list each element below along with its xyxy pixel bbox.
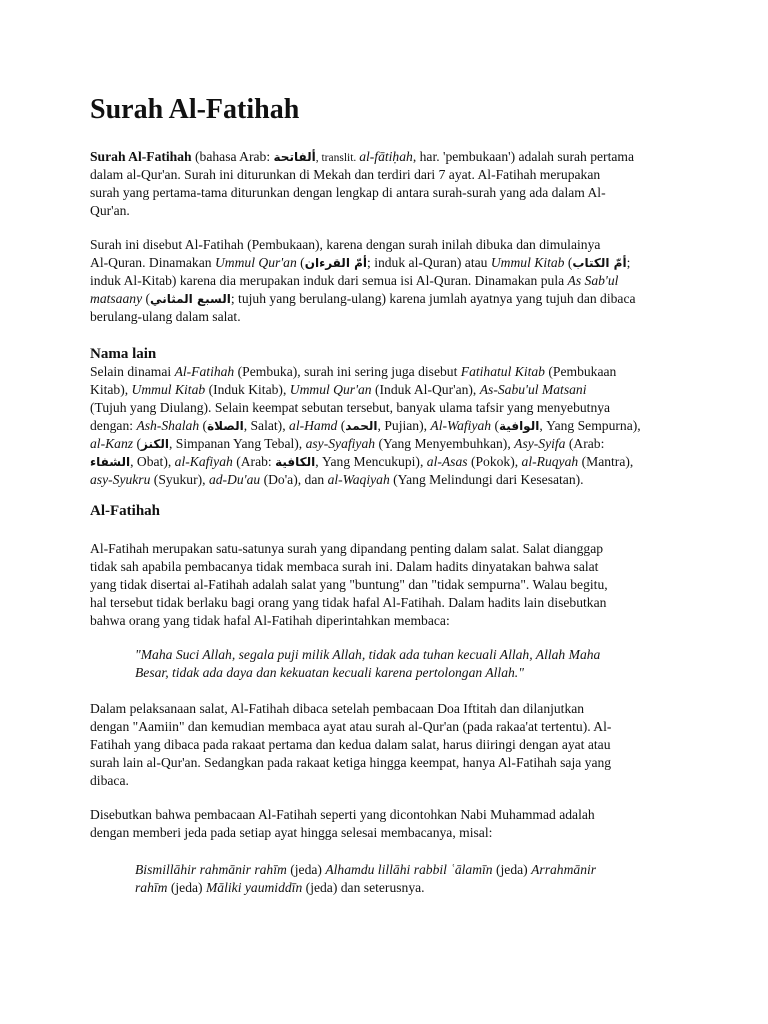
paragraph-line — [90, 290, 680, 308]
arabic-text: أمّ الكتاب — [572, 256, 627, 270]
paragraph-line: Al-Fatihah merupakan satu-satunya surah yang dipandang penting dalam salat. Salat dianggap — [90, 541, 604, 556]
paragraph-line: bahwa orang yang tidak hafal Al-Fatihah diperintahkan membaca: — [90, 613, 450, 628]
text-run: Kitab), — [90, 382, 132, 397]
paragraph-line: tidak sah apabila pembacanya tidak membaca surah ini. Dalam hadits dinyatakan bahwa salat — [90, 559, 599, 574]
text-run: ( — [564, 255, 573, 270]
italic-term: As Sab'ul — [567, 273, 619, 288]
italic-term: Bismillāhir rahmānir rahīm — [135, 862, 287, 877]
paragraph-line — [90, 417, 680, 435]
italic-term: al-Hamd — [289, 418, 338, 433]
text-run: (Pembuka), surah ini sering juga disebut — [234, 364, 461, 379]
text-run: , har. 'pembukaan') adalah surah pertama — [412, 149, 634, 164]
paragraph-line: dengan "Aamiin" dan kemudian membaca ayat atau surah al-Qur'an (pada rakaa'at tertentu). Al- — [90, 719, 612, 734]
text-run: ( — [296, 255, 305, 270]
paragraph-line: (Tujuh yang Diulang). Selain keempat sebutan tersebut, banyak ulama tafsir yang menyebutnya — [90, 400, 611, 415]
italic-term: As-Sabu'ul Matsani — [479, 382, 587, 397]
italic-term: Alhamdu lillāhi rabbil ʿālamīn — [325, 862, 493, 877]
quote-line — [135, 879, 655, 897]
paragraph-line — [90, 148, 680, 166]
text-run: (Pembukaan — [544, 364, 617, 379]
surah-name-bold: Surah Al-Fatihah — [90, 149, 192, 164]
text-run: (Induk Al-Qur'an), — [371, 382, 480, 397]
paragraph-line: Qur'an. — [90, 203, 130, 218]
nama-lain-paragraph — [90, 363, 680, 489]
paragraph-line: Surah ini disebut Al-Fatihah (Pembukaan), karena dengan surah inilah dibuka dan dimulainya — [90, 237, 601, 252]
transliteration: al-fātiḥah — [359, 149, 413, 164]
text-run: ( — [199, 418, 208, 433]
italic-term: Ummul Qur'an — [214, 255, 297, 270]
paragraph-line: Fatihah yang dibaca pada rakaat pertama dan kedua dalam salat, harus diiringi dengan ayat atau — [90, 737, 611, 752]
italic-term: rahīm — [135, 880, 168, 895]
text-run: ( — [133, 436, 141, 451]
text-run: dengan: — [90, 418, 137, 433]
paragraph-line — [90, 435, 680, 453]
arabic-text: الكافية — [275, 455, 316, 469]
paragraph-line: yang tidak disertai al-Fatihah adalah salat yang "buntung" dan "tidak sempurna". Walau begitu, — [90, 577, 608, 592]
paragraph-line — [90, 272, 680, 290]
italic-term: Asy-Syifa — [514, 436, 566, 451]
text-run: , Simpanan Yang Tebal), — [168, 436, 306, 451]
text-run: (Arab: — [232, 454, 276, 469]
italic-term: Ummul Kitab — [131, 382, 206, 397]
text-run: , Obat), — [130, 454, 175, 469]
paragraph-line: hal tersebut tidak berlaku bagi orang yang tidak hafal Al-Fatihah. Dalam hadits lain disebutkan — [90, 595, 607, 610]
text-run: (Mantra), — [578, 454, 634, 469]
text-run: (jeda) — [492, 862, 532, 877]
italic-term: Ummul Kitab — [490, 255, 565, 270]
text-run: (Syukur), — [150, 472, 209, 487]
paragraph-line: berulang-ulang dalam salat. — [90, 309, 241, 324]
paragraph-line: dibaca. — [90, 773, 129, 788]
arabic-text: الشفاء — [90, 455, 131, 469]
italic-term: al-Asas — [426, 454, 468, 469]
arabic-text: الصلاة — [207, 419, 244, 433]
paragraph-line — [90, 471, 680, 489]
arabic-text: الحمد — [345, 419, 378, 433]
paragraph-line: surah lain al-Qur'an. Sedangkan pada rakaat ketiga hingga keempat, hanya Al-Fatihah saja yang — [90, 755, 612, 770]
text-run: (Do'a), dan — [260, 472, 328, 487]
text-run: ( — [337, 418, 346, 433]
text-run: ; induk al-Quran) atau — [367, 255, 491, 270]
intro-paragraph — [90, 148, 680, 220]
italic-term: asy-Syafiyah — [305, 436, 376, 451]
text-run: , Yang Sempurna), — [539, 418, 641, 433]
arabic-text: الكنز — [141, 437, 169, 451]
blockquote-recitation — [135, 861, 655, 897]
section-heading-al-fatihah: Al-Fatihah — [90, 503, 161, 519]
arabic-text: ألفاتحة — [273, 150, 316, 164]
paragraph-line — [90, 254, 680, 272]
page-title: Surah Al-Fatihah — [90, 94, 300, 125]
paragraph-line — [90, 363, 680, 381]
italic-term: Ash-Shalah — [136, 418, 200, 433]
italic-term: al-Waqiyah — [327, 472, 390, 487]
text-run: , Pujian), — [377, 418, 431, 433]
italic-term: Ummul Qur'an — [289, 382, 372, 397]
text-run: (Yang Menyembuhkan), — [375, 436, 515, 451]
text-run: ; — [626, 255, 631, 270]
italic-term: al-Kafiyah — [174, 454, 233, 469]
text-run: (Yang Melindungi dari Kesesatan). — [389, 472, 584, 487]
italic-term: Al-Fatihah — [174, 364, 235, 379]
section-heading-nama-lain: Nama lain — [90, 346, 157, 362]
text-run: (jeda) — [167, 880, 206, 895]
text-run: (bahasa Arab: — [191, 149, 274, 164]
text-run: (Pokok), — [467, 454, 522, 469]
quote-line: "Maha Suci Allah, segala puji milik Allah, tidak ada tuhan kecuali Allah, Allah Maha — [135, 647, 601, 662]
arabic-text: الوافية — [499, 419, 540, 433]
al-fatihah-paragraph-1 — [90, 540, 680, 630]
arabic-text: السبع المثاني — [150, 292, 231, 306]
text-run: (Induk Kitab), — [205, 382, 290, 397]
paragraph-line: dengan memberi jeda pada setiap ayat hingga selesai membacanya, misal: — [90, 825, 493, 840]
text-run: Al-Quran. Dinamakan — [90, 255, 215, 270]
blockquote-prayer — [135, 646, 655, 682]
quote-line — [135, 861, 655, 879]
al-fatihah-paragraph-3 — [90, 806, 680, 842]
paragraph-line: Dalam pelaksanaan salat, Al-Fatihah dibaca setelah pembacaan Doa Iftitah dan dilanjutkan — [90, 701, 585, 716]
arabic-text: أمّ القرءان — [304, 256, 368, 270]
italic-term: ad-Du'au — [208, 472, 261, 487]
paragraph-line: Disebutkan bahwa pembacaan Al-Fatihah seperti yang dicontohkan Nabi Muhammad adalah — [90, 807, 595, 822]
italic-term: al-Ruqyah — [521, 454, 579, 469]
text-run: ( — [142, 291, 151, 306]
italic-term: Al-Wafiyah — [430, 418, 492, 433]
paragraph-line — [90, 381, 680, 399]
italic-term: asy-Syukru — [90, 472, 151, 487]
italic-term: al-Kanz — [90, 436, 134, 451]
paragraph-line: dalam al-Qur'an. Surah ini diturunkan di Mekah dan terdiri dari 7 ayat. Al-Fatihah merupakan — [90, 167, 601, 182]
italic-term: matsaany — [90, 291, 143, 306]
text-run: , Salat), — [243, 418, 290, 433]
italic-term: Fatihatul Kitab — [460, 364, 545, 379]
paragraph-line: surah yang pertama-tama diturunkan dengan lengkap di antara surah-surah yang ada dalam Al- — [90, 185, 606, 200]
text-run: ; tujuh yang berulang-ulang) karena jumlah ayatnya yang tujuh dan dibaca — [230, 291, 636, 306]
text-run: Selain dinamai — [90, 364, 175, 379]
quote-line: Besar, tidak ada daya dan kekuatan kecuali karena pertolongan Allah." — [135, 665, 524, 680]
al-fatihah-paragraph-2 — [90, 700, 680, 790]
text-run: (Arab: — [565, 436, 605, 451]
text-run: induk Al-Kitab) karena dia merupakan induk dari semua isi Al-Quran. Dinamakan pula — [90, 273, 568, 288]
text-run: (jeda) dan seterusnya. — [302, 880, 425, 895]
text-run: (jeda) — [286, 862, 326, 877]
italic-term: Māliki yaumiddīn — [205, 880, 303, 895]
text-run: , translit. — [315, 152, 360, 164]
text-run: , Yang Mencukupi), — [315, 454, 427, 469]
names-paragraph — [90, 236, 680, 326]
paragraph-line — [90, 453, 680, 471]
italic-term: Arrahmānir — [531, 862, 597, 877]
text-run: ( — [491, 418, 500, 433]
